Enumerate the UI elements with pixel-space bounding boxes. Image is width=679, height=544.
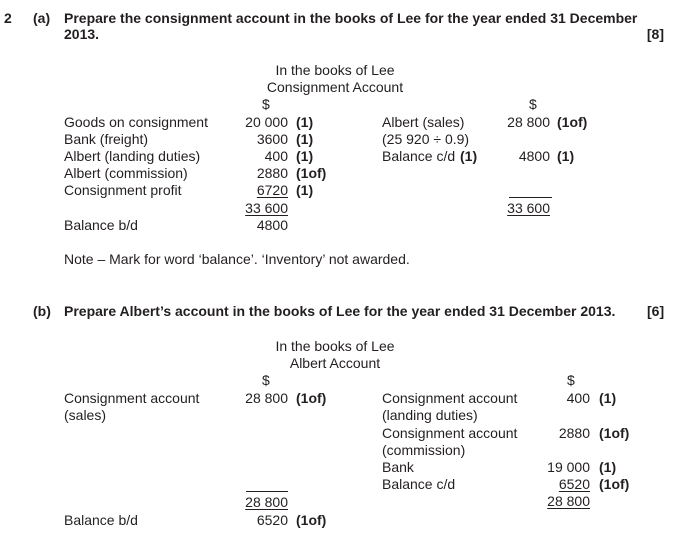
part-a-prompt-line1: Prepare the consignment account in the books of Lee for the year ended 31 December xyxy=(64,10,638,26)
debit-label: Goods on consignment xyxy=(64,114,208,130)
debit-label: Albert (commission) xyxy=(64,165,188,181)
credit-mark: (1) xyxy=(557,148,575,164)
debit-label: Bank (freight) xyxy=(64,131,149,147)
credit-sublabel: (landing duties) xyxy=(382,407,478,423)
debit-amount: 400 xyxy=(264,148,288,164)
credit-amount: 19 000 xyxy=(547,459,590,475)
part-a-prompt-line2: 2013. xyxy=(64,26,100,42)
credit-sublabel: (commission) xyxy=(382,442,466,458)
credit-mark: (1) xyxy=(599,390,617,406)
debit-amount: 6720 xyxy=(256,182,288,198)
credit-amount: 4800 xyxy=(518,148,550,164)
debit-total-rule xyxy=(246,491,288,492)
debit-total: 28 800 xyxy=(245,494,288,510)
balance-bd-label: Balance b/d xyxy=(64,217,138,233)
credit-mark: (1of) xyxy=(599,425,630,441)
credit-label: Consignment account xyxy=(382,425,518,441)
part-a-books-heading: In the books of Lee xyxy=(275,62,395,78)
part-b-debit-currency: $ xyxy=(262,372,270,388)
credit-label: Bank xyxy=(382,459,414,475)
credit-label: Balance c/d xyxy=(382,476,456,492)
credit-label: Consignment account xyxy=(382,390,518,406)
debit-total: 33 600 xyxy=(245,200,288,216)
part-a-note: Note – Mark for word ‘balance’. ‘Inventory’ not awarded. xyxy=(64,251,410,267)
debit-sublabel: (sales) xyxy=(64,407,107,423)
part-b-account-title: Albert Account xyxy=(289,355,381,371)
debit-label: Consignment account xyxy=(64,390,200,406)
debit-label: Albert (landing duties) xyxy=(64,148,201,164)
debit-mark: (1of) xyxy=(296,390,327,406)
debit-mark: (1) xyxy=(296,131,314,147)
balance-bd-amount: 6520 xyxy=(256,512,288,528)
part-a-debit-currency: $ xyxy=(262,96,270,112)
part-a-label: (a) xyxy=(33,10,51,26)
credit-total: 28 800 xyxy=(547,493,590,509)
debit-mark: (1) xyxy=(296,114,314,130)
credit-mark: (1of) xyxy=(557,114,588,130)
credit-total: 33 600 xyxy=(507,200,550,216)
credit-mark: (1) xyxy=(599,459,617,475)
debit-mark: (1of) xyxy=(296,165,327,181)
part-a-marks: [8] xyxy=(646,26,664,42)
balance-bd-label: Balance b/d xyxy=(64,512,138,528)
credit-amount: 400 xyxy=(566,390,590,406)
question-number: 2 xyxy=(4,10,12,26)
credit-mark: (1of) xyxy=(599,476,630,492)
part-a-credit-currency: $ xyxy=(529,96,537,112)
part-b-books-heading: In the books of Lee xyxy=(275,338,395,354)
part-a-account-title: Consignment Account xyxy=(266,79,404,95)
part-b-credit-currency: $ xyxy=(567,372,575,388)
part-b-marks: [6] xyxy=(647,303,665,319)
credit-label-mark: (1) xyxy=(460,148,478,164)
credit-total-rule xyxy=(509,197,552,198)
balance-bd-amount: 4800 xyxy=(256,217,288,233)
debit-amount: 28 800 xyxy=(245,390,288,406)
credit-sublabel: (25 920 ÷ 0.9) xyxy=(382,131,470,147)
credit-amount: 2880 xyxy=(558,425,590,441)
debit-mark: (1) xyxy=(296,182,314,198)
debit-mark: (1) xyxy=(296,148,314,164)
balance-bd-mark: (1of) xyxy=(296,512,327,528)
credit-amount: 28 800 xyxy=(507,114,550,130)
debit-amount: 3600 xyxy=(256,131,288,147)
part-b-label: (b) xyxy=(33,303,51,319)
debit-label: Consignment profit xyxy=(64,182,182,198)
credit-label: Albert (sales) xyxy=(382,114,465,130)
debit-amount: 2880 xyxy=(256,165,288,181)
credit-amount: 6520 xyxy=(558,476,590,492)
debit-amount: 20 000 xyxy=(245,114,288,130)
credit-label: Balance c/d xyxy=(382,148,456,164)
part-b-prompt: Prepare Albert’s account in the books of Lee for the year ended 31 December 2013. xyxy=(64,303,616,319)
